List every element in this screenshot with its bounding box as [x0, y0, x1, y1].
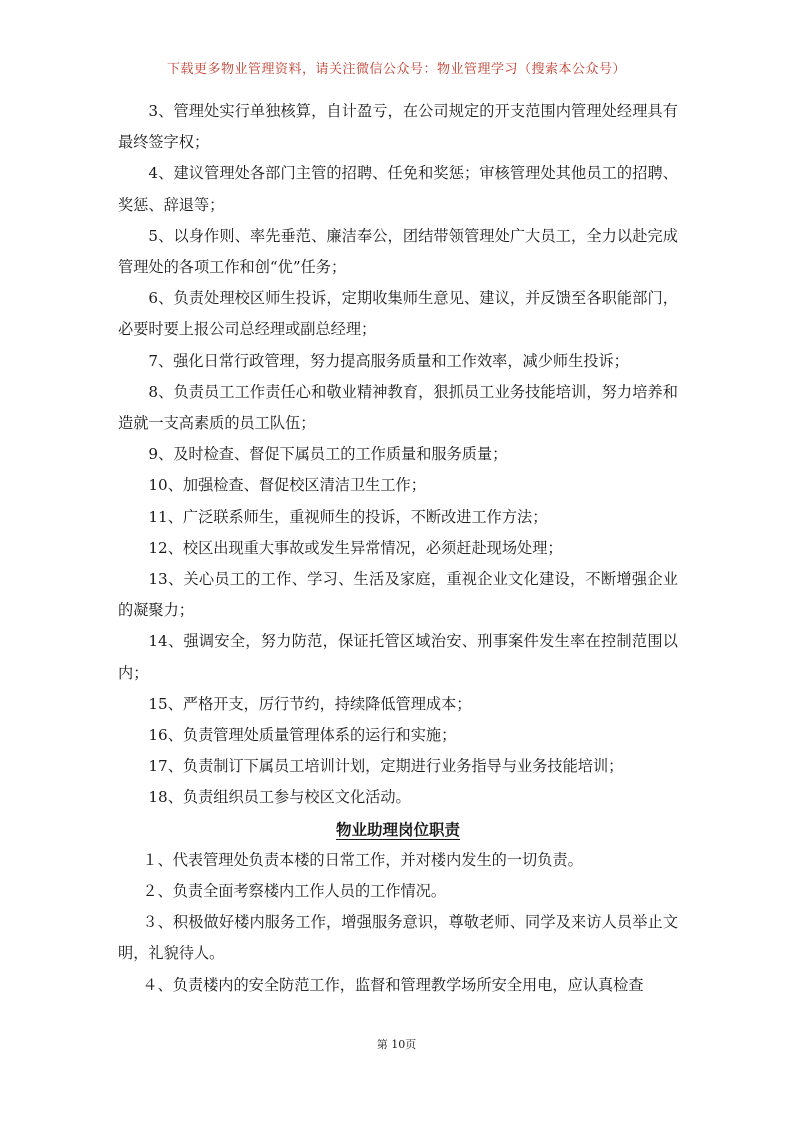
duty-item-9: 9、及时检查、督促下属员工的工作质量和服务质量；	[148, 445, 508, 464]
duty-item-18: 18、负责组织员工参与校区文化活动。	[148, 788, 411, 807]
assistant-duty-item-2: ２、负责全面考察楼内工作人员的工作情况。	[142, 882, 447, 901]
page-number: 第 10页	[376, 1038, 417, 1051]
duty-item-8: 8、负责员工工作责任心和敬业精神教育，狠抓员工业务技能培训，努力培养和造就一支高素质的员工队伍；	[118, 382, 678, 433]
header-note: 下载更多物业管理资料，请关注微信公众号：物业管理学习（搜索本公众号）	[166, 62, 626, 77]
assistant-duty-item-1: １、代表管理处负责本楼的日常工作，并对楼内发生的一切负责。	[142, 850, 583, 869]
duty-item-17: 17、负责制订下属员工培训计划，定期进行业务指导与业务技能培训；	[148, 757, 624, 776]
duty-item-12: 12、校区出现重大事故或发生异常情况，必须赶赴现场处理；	[148, 538, 563, 557]
section-title: 物业助理岗位职责	[335, 819, 460, 839]
document-body	[118, 96, 678, 1001]
duty-item-7: 7、强化日常行政管理，努力提高服务质量和工作效率，减少师生投诉；	[148, 351, 629, 370]
duty-item-4: 4、建议管理处各部门主管的招聘、任免和奖惩；审核管理处其他员工的招聘、奖惩、辞退等；	[118, 164, 678, 214]
duty-item-6: 6、负责处理校区师生投诉，定期收集师生意见、建议，并反馈至各职能部门，必要时要上报公司总经理或副总经理；	[118, 289, 678, 339]
duty-item-15: 15、严格开支，厉行节约，持续降低管理成本；	[148, 694, 472, 713]
duty-item-11: 11、广泛联系师生，重视师生的投诉，不断改进工作方法；	[148, 507, 548, 526]
duty-item-10: 10、加强检查、督促校区清洁卫生工作；	[148, 476, 426, 495]
assistant-duty-item-4: ４、负责楼内的安全防范工作，监督和管理教学场所安全用电，应认真检查	[142, 975, 644, 994]
assistant-duty-item-3: ３、积极做好楼内服务工作，增强服务意识，尊敬老师、同学及来访人员举止文明，礼貌待人。	[118, 913, 678, 963]
duty-item-3: 3、管理处实行单独核算，自计盈亏，在公司规定的开支范围内管理处经理具有最终签字权；	[118, 102, 678, 152]
duty-item-13: 13、关心员工的工作、学习、生活及家庭，重视企业文化建设，不断增强企业的凝聚力；	[118, 570, 678, 620]
duty-item-14: 14、强调安全，努力防范，保证托管区域治安、刑事案件发生率在控制范围以内；	[118, 632, 678, 682]
duty-item-5: 5、以身作则、率先垂范、廉洁奉公，团结带领管理处广大员工，全力以赴完成管理处的各项工作和创“优”任务；	[118, 226, 678, 277]
duty-item-16: 16、负责管理处质量管理体系的运行和实施；	[148, 726, 457, 745]
